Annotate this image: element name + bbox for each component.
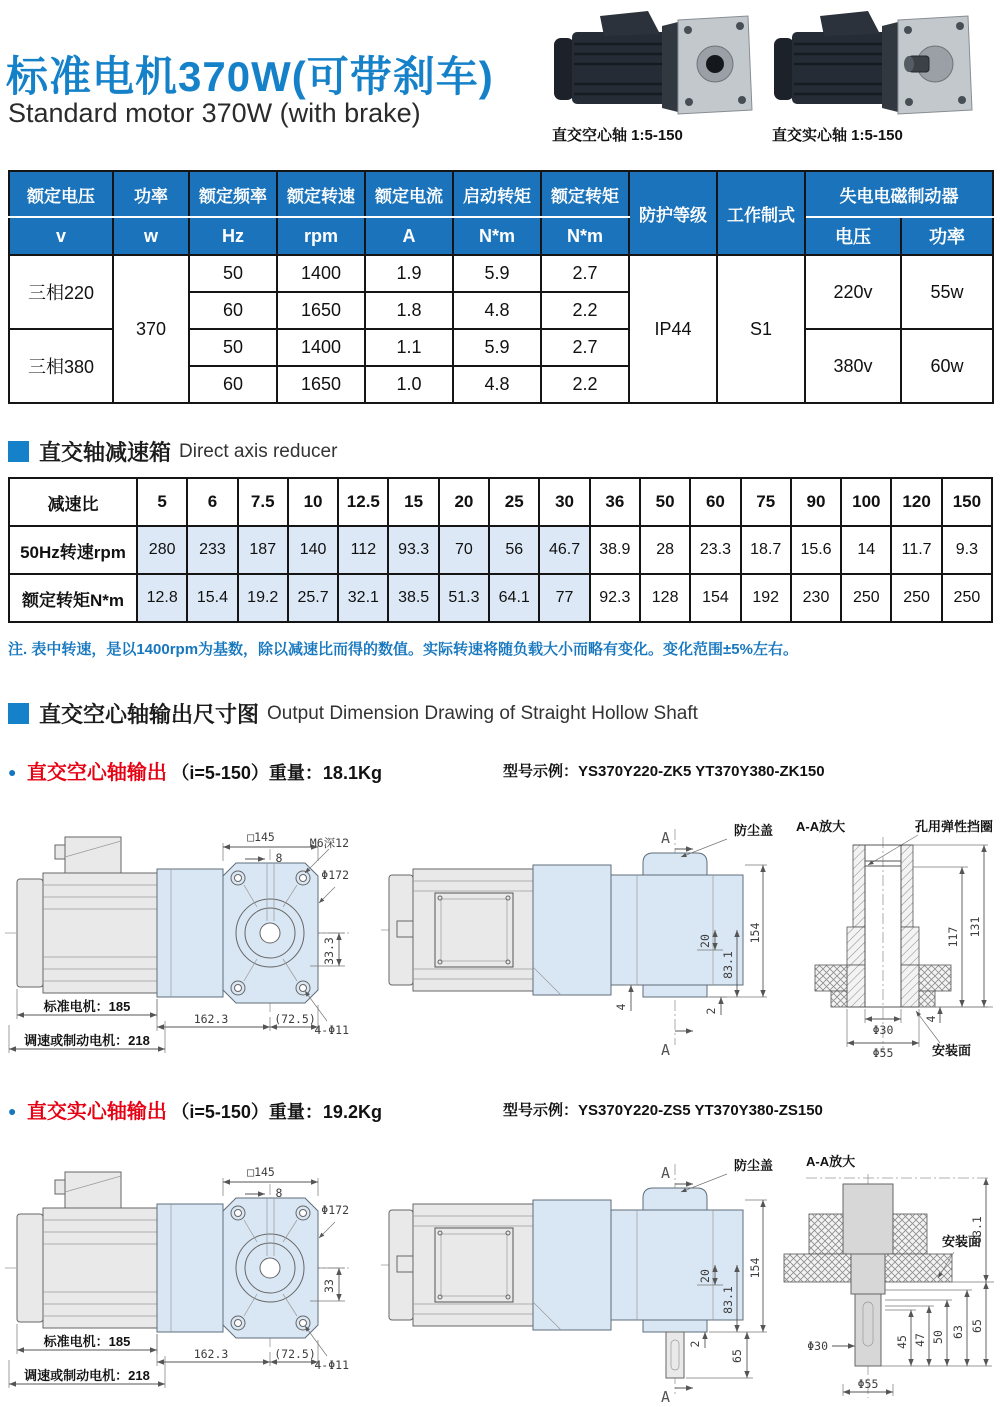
col-header-rated-torque: 额定转矩 <box>541 171 629 217</box>
dim-label: 8 <box>275 1186 283 1200</box>
cell: 77 <box>539 574 589 622</box>
motor-photo-solid <box>772 6 977 146</box>
dim-label-brake-motor: 调速或制动电机：218 <box>24 1033 150 1048</box>
circlip-label: 孔用弹性挡圈 <box>914 819 993 834</box>
dim-label: 4-Φ11 <box>314 1023 349 1037</box>
cell: 46.7 <box>539 526 589 574</box>
cell: 19.2 <box>238 574 288 622</box>
cell: 36 <box>590 478 640 526</box>
cell: 1.9 <box>365 255 453 292</box>
dust-cover-label: 防尘盖 <box>733 1158 773 1173</box>
dim-label: 4 <box>924 1015 938 1023</box>
dim-label-std-motor: 标准电机：185 <box>43 999 131 1014</box>
mounting-face-label: 安装面 <box>942 1234 982 1249</box>
dim-label: 45 <box>895 1335 909 1349</box>
dim-label: 117 <box>946 926 960 948</box>
unit-power: w <box>113 217 189 255</box>
cell: 2.2 <box>541 292 629 329</box>
cell: 12.5 <box>338 478 388 526</box>
brake-power-header: 功率 <box>901 217 993 255</box>
cell: 233 <box>187 526 237 574</box>
cell: 93.3 <box>388 526 438 574</box>
cell: 14 <box>841 526 891 574</box>
dim-label: □145 <box>247 1165 275 1179</box>
cell: 6 <box>187 478 237 526</box>
cell: 60 <box>189 366 277 403</box>
col-header-power: 功率 <box>113 171 189 217</box>
cell: 32.1 <box>338 574 388 622</box>
cell: 50 <box>640 478 690 526</box>
brake-voltage-header: 电压 <box>805 217 901 255</box>
unit-speed: rpm <box>277 217 365 255</box>
section-title-aa: A-A放大 <box>806 1154 856 1169</box>
cell: 70 <box>439 526 489 574</box>
cell: 28 <box>640 526 690 574</box>
dim-label: 4-Φ11 <box>314 1358 349 1372</box>
cell: 150 <box>942 478 992 526</box>
cell: 250 <box>942 574 992 622</box>
cell: 15.6 <box>791 526 841 574</box>
dim-label: 50 <box>931 1330 945 1344</box>
cell: 18.7 <box>741 526 791 574</box>
dim-label: 8 <box>275 851 283 865</box>
bullet-dot-icon: ● <box>8 764 17 780</box>
col-header-speed: 额定转速 <box>277 171 365 217</box>
section-title-aa: A-A放大 <box>796 819 846 834</box>
cell-protection: IP44 <box>629 255 717 403</box>
cell: 140 <box>288 526 338 574</box>
cell: 90 <box>791 478 841 526</box>
solid-output-spec: （i=5-150）重量：19.2Kg <box>171 1102 382 1122</box>
cell-duty: S1 <box>717 255 805 403</box>
cell: 2.7 <box>541 329 629 366</box>
cell-voltage-380: 三相380 <box>9 329 113 403</box>
blue-square-bullet <box>8 703 29 724</box>
col-header-current: 额定电流 <box>365 171 453 217</box>
cell: 112 <box>338 526 388 574</box>
cell: 60 <box>189 292 277 329</box>
dim-label: (72.5) <box>274 1012 316 1026</box>
cell: 280 <box>137 526 187 574</box>
cell: 1400 <box>277 329 365 366</box>
cell: 1400 <box>277 255 365 292</box>
cell: 64.1 <box>489 574 539 622</box>
section-mark-a: A <box>661 1388 671 1405</box>
dim-label: 47 <box>913 1333 927 1347</box>
motor-spec-table <box>8 170 994 404</box>
hollow-left-drawing <box>5 815 350 1065</box>
dim-label: 20 <box>698 934 712 948</box>
dim-label: 162.3 <box>193 1347 229 1361</box>
cell: 4.8 <box>453 292 541 329</box>
cell: 7.5 <box>238 478 288 526</box>
row-label-ratio: 减速比 <box>9 478 137 526</box>
dim-label: Φ172 <box>321 1203 349 1217</box>
cell: 50 <box>189 329 277 366</box>
dim-label: 2 <box>704 1007 718 1015</box>
dim-label: 162.3 <box>193 1012 229 1026</box>
cell: 9.3 <box>942 526 992 574</box>
cell: 2.7 <box>541 255 629 292</box>
cell: 5.9 <box>453 329 541 366</box>
hollow-top-drawing <box>375 815 775 1065</box>
hollow-section-title-cn: 直交空心轴输出尺寸图 <box>39 702 260 727</box>
cell: 250 <box>891 574 941 622</box>
dim-label: 154 <box>748 922 762 944</box>
cell-voltage-220: 三相220 <box>9 255 113 329</box>
dim-label: 83.1 <box>721 951 735 979</box>
cell: 25.7 <box>288 574 338 622</box>
hollow-output-spec: （i=5-150）重量：18.1Kg <box>171 763 382 783</box>
solid-top-drawing <box>375 1150 775 1407</box>
dim-label: □145 <box>247 830 275 844</box>
mounting-face-label: 安装面 <box>932 1043 972 1058</box>
cell: 154 <box>690 574 740 622</box>
solid-output-line <box>8 1095 992 1125</box>
unit-voltage: v <box>9 217 113 255</box>
reducer-table <box>8 477 993 623</box>
unit-start-torque: N*m <box>453 217 541 255</box>
cell-brake-voltage-380: 380v <box>805 329 901 403</box>
cell: 20 <box>439 478 489 526</box>
cell: 1.0 <box>365 366 453 403</box>
reducer-section-header <box>8 436 337 467</box>
page-title: 标准电机370W(可带刹车) <box>6 53 494 100</box>
cell: 250 <box>841 574 891 622</box>
motor-solid-caption: 直交实心轴 1:5-150 <box>772 127 903 144</box>
solid-model-examples: 型号示例：YS370Y220-ZS5 YT370Y380-ZS150 <box>503 1102 823 1119</box>
cell: 1.8 <box>365 292 453 329</box>
hollow-output-name: 直交空心轴输出 <box>26 762 167 784</box>
cell: 192 <box>741 574 791 622</box>
cell-power: 370 <box>113 255 189 403</box>
cell: 120 <box>891 478 941 526</box>
cell-brake-power-380: 60w <box>901 329 993 403</box>
dim-label: 131 <box>968 916 982 938</box>
cell: 2.2 <box>541 366 629 403</box>
col-header-freq: 额定频率 <box>189 171 277 217</box>
dim-label: 83.1 <box>721 1286 735 1314</box>
dust-cover-label: 防尘盖 <box>733 823 773 838</box>
reducer-title-en: Direct axis reducer <box>179 440 338 462</box>
cell-brake-voltage-220: 220v <box>805 255 901 329</box>
cell: 50 <box>189 255 277 292</box>
dim-label: 33.3 <box>322 937 336 965</box>
motor-photo-hollow <box>552 6 757 146</box>
col-header-start-torque: 启动转矩 <box>453 171 541 217</box>
cell: 10 <box>288 478 338 526</box>
blue-square-bullet <box>8 441 29 462</box>
dim-label: 20 <box>698 1269 712 1283</box>
dim-label: Φ30 <box>872 1023 894 1037</box>
cell: 56 <box>489 526 539 574</box>
table-row <box>9 478 992 526</box>
cell: 60 <box>690 478 740 526</box>
cell: 5 <box>137 478 187 526</box>
dim-label: Φ172 <box>321 868 349 882</box>
dim-label-std-motor: 标准电机：185 <box>43 1334 131 1349</box>
cell: 38.5 <box>388 574 438 622</box>
row-label-speed: 50Hz转速rpm <box>9 526 137 574</box>
page-subtitle: Standard motor 370W (with brake) <box>8 98 421 128</box>
solid-section-drawing <box>748 1150 998 1407</box>
cell: 4.8 <box>453 366 541 403</box>
cell: 15.4 <box>187 574 237 622</box>
cell: 23.3 <box>690 526 740 574</box>
cell: 15 <box>388 478 438 526</box>
cell: 30 <box>539 478 589 526</box>
dim-label: 65 <box>730 1349 744 1363</box>
section-mark-a: A <box>661 1164 671 1182</box>
hollow-output-line <box>8 756 992 786</box>
hollow-section-header <box>8 698 698 729</box>
table-row <box>9 574 992 622</box>
cell: 12.8 <box>137 574 187 622</box>
hollow-section-drawing <box>788 815 998 1065</box>
dim-label: Φ55 <box>872 1046 894 1060</box>
dim-label-brake-motor: 调速或制动电机：218 <box>24 1368 150 1383</box>
dim-label: 2 <box>688 1340 702 1348</box>
table-row <box>9 255 993 292</box>
dim-label: 65 <box>970 1319 984 1333</box>
motor-hollow-caption: 直交空心轴 1:5-150 <box>552 127 683 144</box>
hollow-section-title-en: Output Dimension Drawing of Straight Hollow Shaft <box>267 702 698 724</box>
unit-freq: Hz <box>189 217 277 255</box>
cell: 92.3 <box>590 574 640 622</box>
cell: 1.1 <box>365 329 453 366</box>
cell: 1650 <box>277 292 365 329</box>
unit-current: A <box>365 217 453 255</box>
cell: 230 <box>791 574 841 622</box>
reducer-title-cn: 直交轴减速箱 <box>39 440 172 465</box>
col-header-duty: 工作制式 <box>717 171 805 255</box>
dim-label: 33 <box>322 1279 336 1293</box>
col-header-protection: 防护等级 <box>629 171 717 255</box>
speed-note: 注. 表中转速，是以1400rpm为基数，除以减速比而得的数值。实际转速将随负载大小而略有变化。变化范围±5%左右。 <box>8 641 798 658</box>
section-mark-a: A <box>661 829 671 847</box>
cell: 25 <box>489 478 539 526</box>
hollow-model-examples: 型号示例：YS370Y220-ZK5 YT370Y380-ZK150 <box>503 763 825 780</box>
cell: 100 <box>841 478 891 526</box>
col-header-voltage: 额定电压 <box>9 171 113 217</box>
cell: 128 <box>640 574 690 622</box>
cell: 75 <box>741 478 791 526</box>
cell: 1650 <box>277 366 365 403</box>
dim-label: (72.5) <box>274 1347 316 1361</box>
motor-hollow-image <box>552 6 757 122</box>
col-header-brake: 失电电磁制动器 <box>805 171 993 217</box>
cell: 187 <box>238 526 288 574</box>
dim-label: 63 <box>951 1325 965 1339</box>
dim-label: 154 <box>748 1257 762 1279</box>
dim-label: M6深12 <box>309 836 349 850</box>
dim-label: Φ30 <box>807 1339 828 1353</box>
row-label-torque: 额定转矩N*m <box>9 574 137 622</box>
dim-label: 4 <box>614 1003 628 1011</box>
dim-label: 83.1 <box>970 1216 984 1244</box>
cell-brake-power-220: 55w <box>901 255 993 329</box>
cell: 5.9 <box>453 255 541 292</box>
cell: 11.7 <box>891 526 941 574</box>
solid-left-drawing <box>5 1150 350 1405</box>
motor-solid-image <box>772 6 977 122</box>
cell: 38.9 <box>590 526 640 574</box>
dim-label: Φ55 <box>857 1377 879 1391</box>
section-mark-a: A <box>661 1041 671 1059</box>
bullet-dot-icon: ● <box>8 1103 17 1119</box>
unit-rated-torque: N*m <box>541 217 629 255</box>
table-row <box>9 526 992 574</box>
cell: 51.3 <box>439 574 489 622</box>
solid-output-name: 直交实心轴输出 <box>26 1101 167 1123</box>
